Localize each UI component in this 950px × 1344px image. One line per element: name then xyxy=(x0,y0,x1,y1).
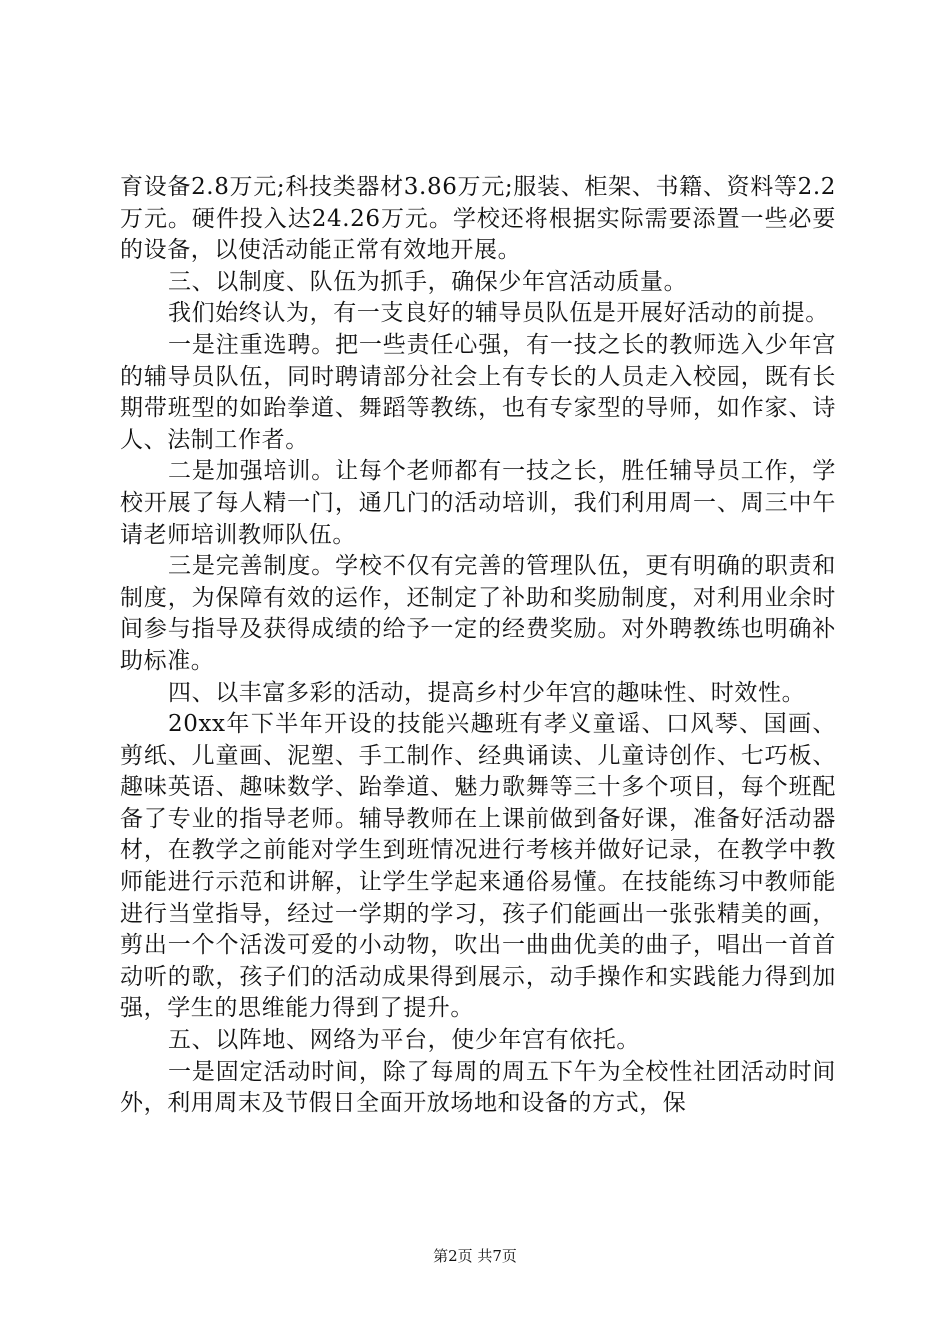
paragraph-counselor-team: 我们始终认为，有一支良好的辅导员队伍是开展好活动的前提。 xyxy=(168,300,829,327)
paragraph-activity-time: 一是固定活动时间，除了每周的周五下午为全校性社团活动时间外，利用周末及节假日全面开放场地和设备的方式，保 xyxy=(120,1058,836,1117)
page-number: 第2页 共7页 xyxy=(433,1247,517,1265)
document-body xyxy=(120,172,836,1120)
page-footer xyxy=(0,1246,950,1266)
paragraph-interest-classes: 20xx年下半年开设的技能兴趣班有孝义童谣、口风琴、国画、剪纸、儿童画、泥塑、手工制作、经典诵读、儿童诗创作、七巧板、趣味英语、趣味数学、跆拳道、魅力歌舞等三十多个项目，每个班配备了专业的指导老师。辅导教师在上课前做到备好课，准备好活动器材，在教学之前能对学生到班情况进行考核并做好记录，在教学中教师能进行示范和讲解，让学生学起来通俗易懂。在技能练习中教师能进行当堂指导，经过一学期的学习，孩子们能画出一张张精美的画，剪出一个个活泼可爱的小动物，吹出一曲曲优美的曲子，唱出一首首动听的歌，孩子们的活动成果得到展示，动手操作和实践能力得到加强，学生的思维能力得到了提升。 xyxy=(120,711,836,1022)
heading-section-five: 五、以阵地、网络为平台，使少年宫有依托。 xyxy=(168,1027,640,1054)
paragraph-system: 三是完善制度。学校不仅有完善的管理队伍，更有明确的职责和制度，为保障有效的运作，还制定了补助和奖励制度，对利用业余时间参与指导及获得成绩的给予一定的经费奖励。对外聘教练也明确补助标准。 xyxy=(120,553,836,674)
heading-section-three: 三、以制度、队伍为抓手，确保少年宫活动质量。 xyxy=(168,268,688,295)
paragraph-equipment-costs: 育设备2.8万元;科技类器材3.86万元;服装、柜架、书籍、资料等2.2万元。硬件投入达24.26万元。学校还将根据实际需要添置一些必要的设备，以使活动能正常有效地开展。 xyxy=(120,174,836,264)
heading-section-four: 四、以丰富多彩的活动，提高乡村少年宫的趣味性、时效性。 xyxy=(168,679,806,706)
paragraph-training: 二是加强培训。让每个老师都有一技之长，胜任辅导员工作，学校开展了每人精一门，通几门的活动培训，我们利用周一、周三中午请老师培训教师队伍。 xyxy=(120,458,836,548)
paragraph-selection: 一是注重选聘。把一些责任心强，有一技之长的教师选入少年宫的辅导员队伍，同时聘请部分社会上有专长的人员走入校园，既有长期带班型的如跆拳道、舞蹈等教练，也有专家型的导师，如作家、诗人、法制工作者。 xyxy=(120,331,836,453)
